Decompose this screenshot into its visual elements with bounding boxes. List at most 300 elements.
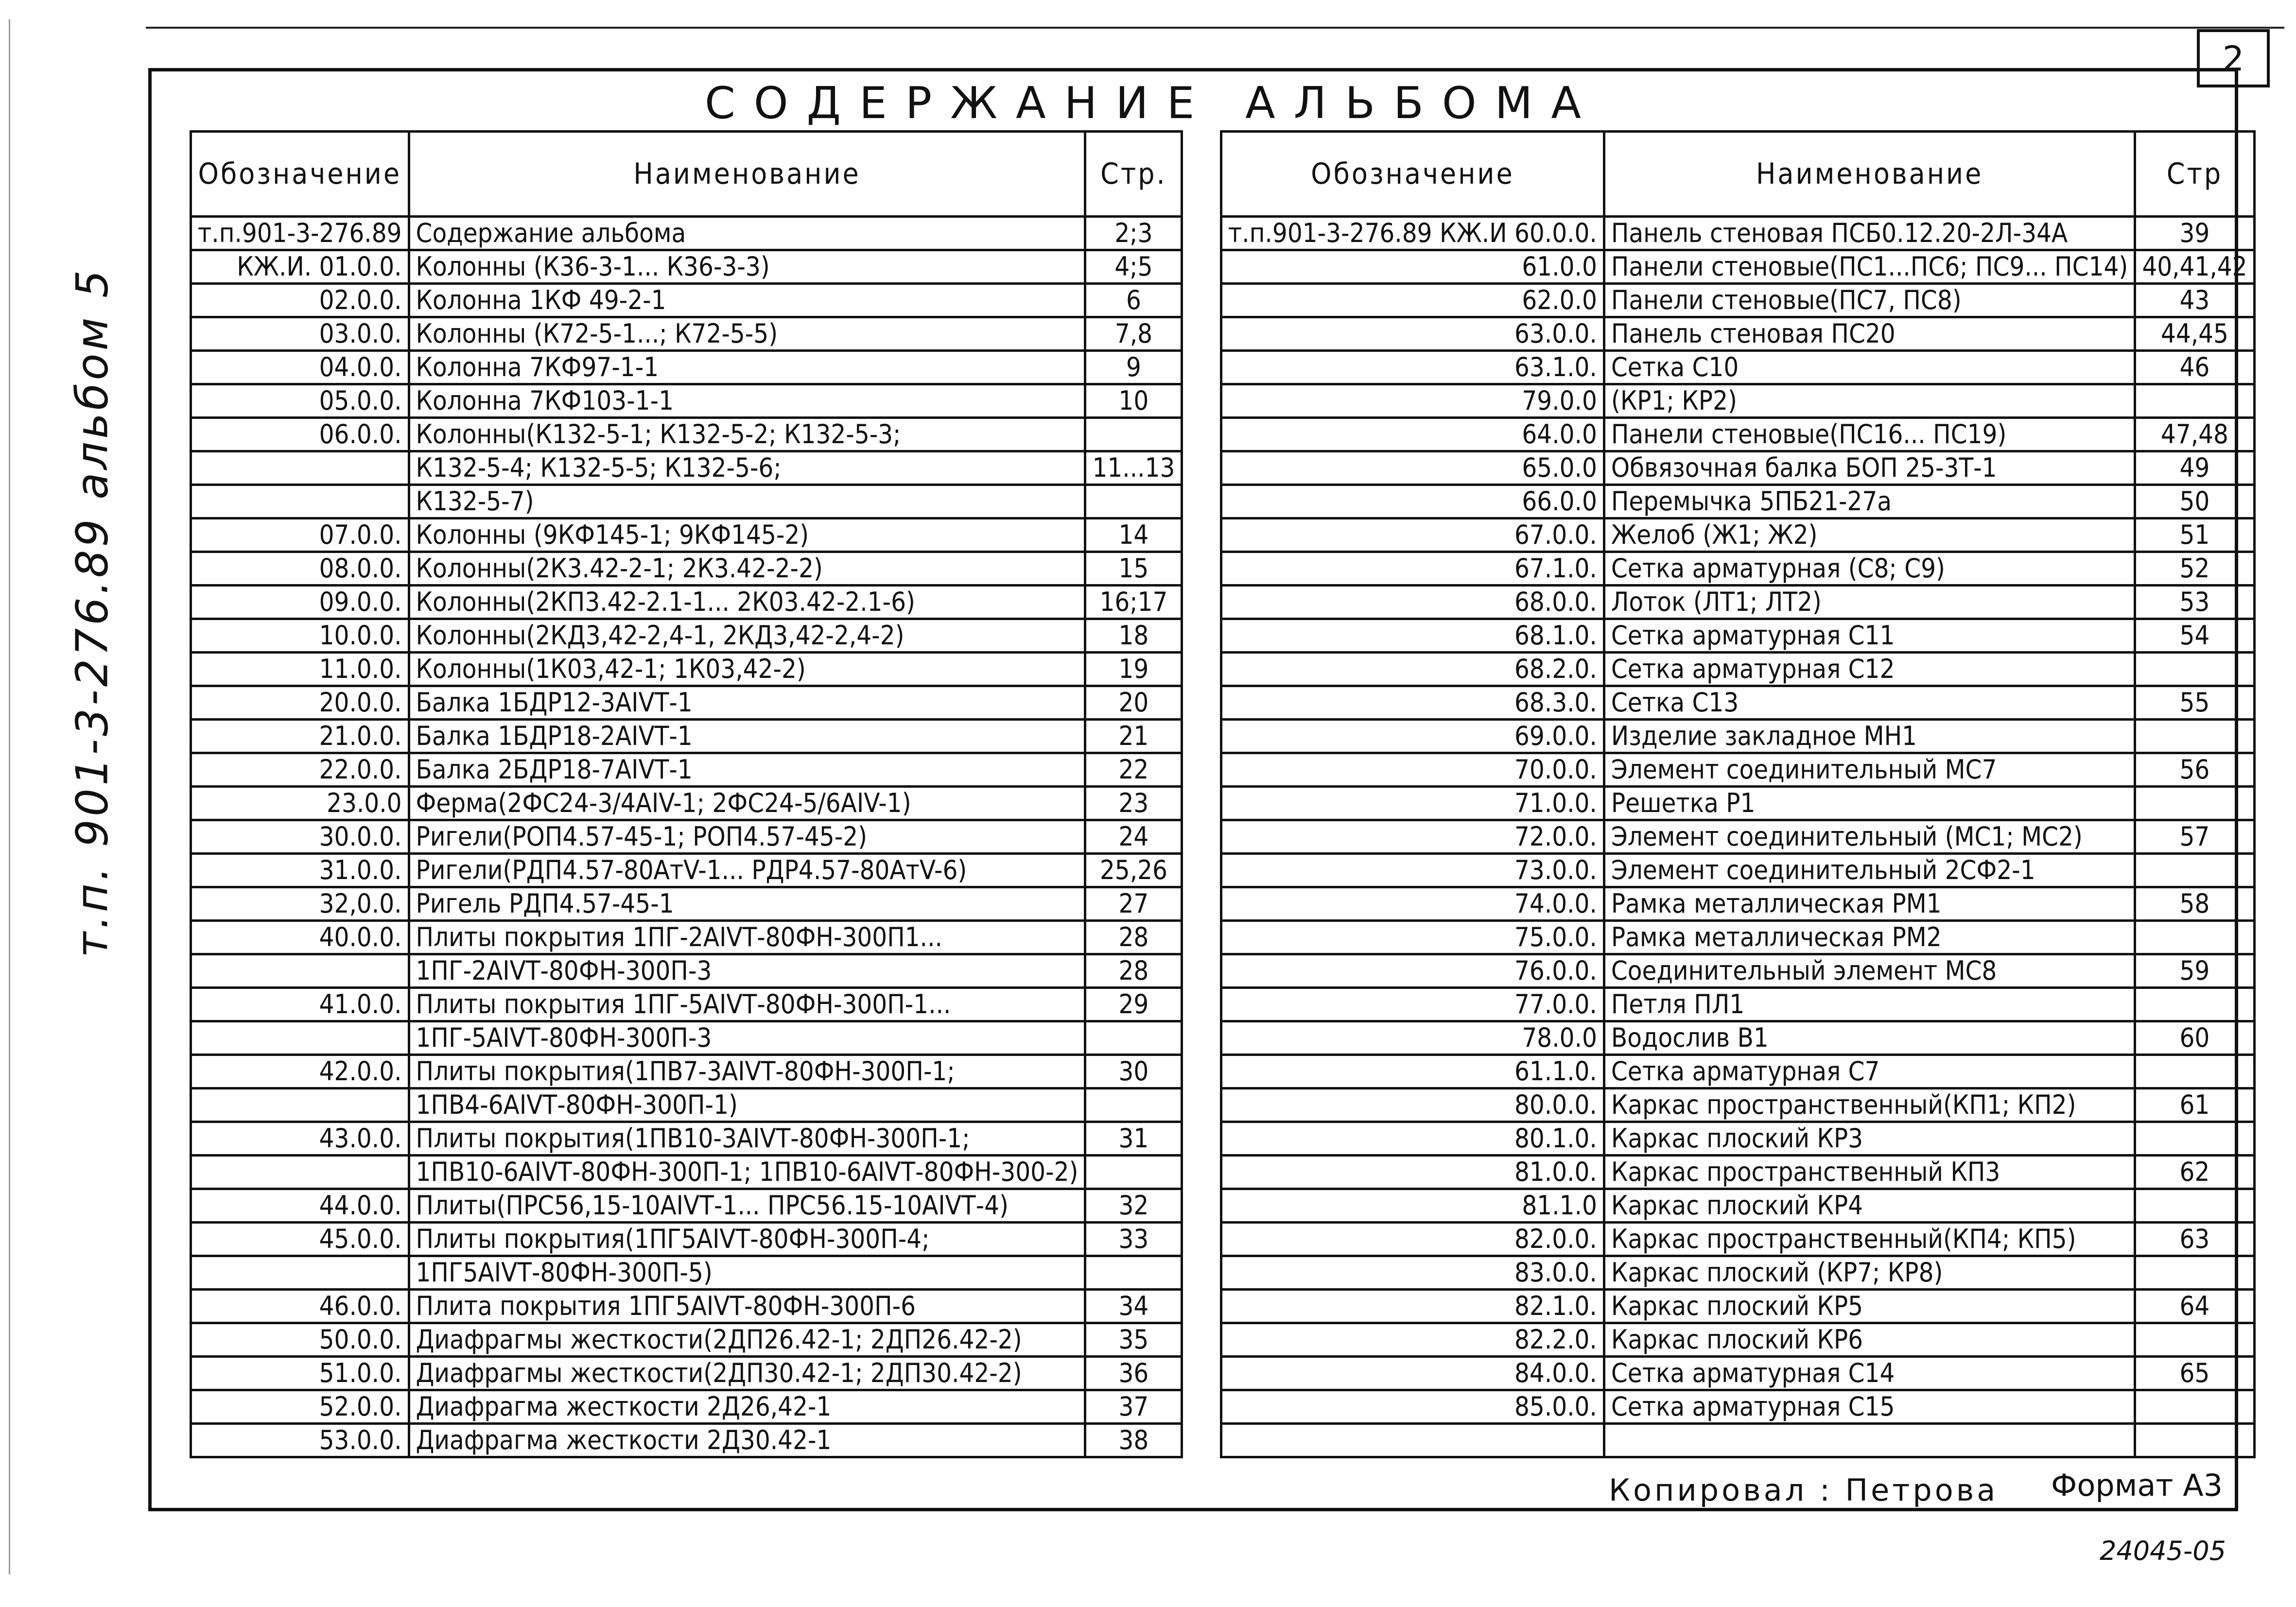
cell-page: 38 — [1085, 1424, 1182, 1457]
cell-page: 61 — [2135, 1089, 2254, 1122]
cell-name: Ригели(РОП4.57-45-1; РОП4.57-45-2) — [409, 820, 1085, 854]
header-name: Наименование — [1604, 132, 2135, 217]
table-row — [191, 418, 1182, 451]
cell-designation: 06.0.0. — [191, 418, 409, 451]
frame-top-line — [146, 27, 2284, 29]
cell-page — [2135, 1256, 2254, 1290]
cell-designation: 67.1.0. — [1221, 552, 1604, 586]
table-row — [1221, 1122, 2255, 1156]
cell-designation: 71.0.0. — [1221, 787, 1604, 820]
cell-name: Сетка арматурная С15 — [1604, 1390, 2135, 1424]
table-row — [1221, 887, 2255, 921]
cell-designation: 70.0.0. — [1221, 753, 1604, 787]
cell-page: 39 — [2135, 217, 2254, 250]
cell-page: 51 — [2135, 518, 2254, 552]
cell-name: Колонна 7КФ97-1-1 — [409, 351, 1085, 384]
cell-name: Плиты покрытия(1ПВ10-3АIVТ-80ФН-300П-1; — [409, 1122, 1085, 1156]
header-page: Стр — [2135, 132, 2254, 217]
archive-code: 24045-05 — [2100, 1536, 2226, 1566]
cell-page: 4;5 — [1085, 250, 1182, 284]
cell-page — [2135, 988, 2254, 1021]
cell-page — [2135, 787, 2254, 820]
cell-page: 62 — [2135, 1156, 2254, 1189]
cell-name: Панель стеновая ПС20 — [1604, 317, 2135, 351]
cell-name: Лоток (ЛТ1; ЛТ2) — [1604, 586, 2135, 619]
cell-designation: 81.1.0 — [1221, 1189, 1604, 1223]
table-row — [191, 217, 1182, 250]
cell-name: (КР1; КР2) — [1604, 384, 2135, 418]
cell-name: Колонны(К132-5-1; К132-5-2; К132-5-3; — [409, 418, 1085, 451]
cell-page: 36 — [1085, 1357, 1182, 1390]
cell-designation: 66.0.0 — [1221, 485, 1604, 518]
cell-name: Перемычка 5ПБ21-27а — [1604, 485, 2135, 518]
cell-designation — [1221, 1424, 1604, 1457]
table-row — [191, 250, 1182, 284]
cell-page: 34 — [1085, 1290, 1182, 1323]
cell-designation: 50.0.0. — [191, 1323, 409, 1357]
table-row — [1221, 1223, 2255, 1256]
cell-name: Колонна 7КФ103-1-1 — [409, 384, 1085, 418]
cell-name: Каркас плоский КР4 — [1604, 1189, 2135, 1223]
cell-name: Диафрагма жесткости 2Д26,42-1 — [409, 1390, 1085, 1424]
cell-page — [1085, 1256, 1182, 1290]
cell-page — [1085, 1089, 1182, 1122]
table-row — [1221, 1357, 2255, 1390]
cell-name: Плиты(ПРС56,15-10АIVТ-1... ПРС56.15-10АIVТ-4) — [409, 1189, 1085, 1223]
cell-name: К132-5-7) — [409, 485, 1085, 518]
cell-designation: 63.0.0. — [1221, 317, 1604, 351]
header-name: Наименование — [409, 132, 1085, 217]
cell-designation — [191, 1021, 409, 1055]
table-row — [191, 619, 1182, 653]
cell-name: Каркас плоский КР6 — [1604, 1323, 2135, 1357]
table-row — [1221, 418, 2255, 451]
cell-page: 27 — [1085, 887, 1182, 921]
cell-designation: 80.0.0. — [1221, 1089, 1604, 1122]
cell-name: 1ПГ-5АIVТ-80ФН-300П-3 — [409, 1021, 1085, 1055]
cell-page: 56 — [2135, 753, 2254, 787]
right-contents-table — [1220, 130, 2256, 1458]
cell-name: Элемент соединительный (МС1; МС2) — [1604, 820, 2135, 854]
cell-page: 49 — [2135, 451, 2254, 485]
cell-designation: 84.0.0. — [1221, 1357, 1604, 1390]
cell-page: 19 — [1085, 653, 1182, 686]
cell-designation: 68.0.0. — [1221, 586, 1604, 619]
cell-page: 24 — [1085, 820, 1182, 854]
table-row — [1221, 451, 2255, 485]
cell-page: 55 — [2135, 686, 2254, 720]
table-row — [1221, 351, 2255, 384]
cell-designation: 68.1.0. — [1221, 619, 1604, 653]
cell-designation: 03.0.0. — [191, 317, 409, 351]
cell-name: Диафрагма жесткости 2Д30.42-1 — [409, 1424, 1085, 1457]
cell-name: Решетка Р1 — [1604, 787, 2135, 820]
table-row — [1221, 250, 2255, 284]
table-row — [1221, 317, 2255, 351]
cell-page: 29 — [1085, 988, 1182, 1021]
table-row — [191, 518, 1182, 552]
cell-page: 50 — [2135, 485, 2254, 518]
cell-page: 11...13 — [1085, 451, 1182, 485]
cell-page: 60 — [2135, 1021, 2254, 1055]
cell-designation: 73.0.0. — [1221, 854, 1604, 887]
table-row — [191, 1089, 1182, 1122]
cell-page: 53 — [2135, 586, 2254, 619]
cell-name: Соединительный элемент МС8 — [1604, 954, 2135, 988]
cell-designation: 82.1.0. — [1221, 1290, 1604, 1323]
cell-page — [2135, 1122, 2254, 1156]
cell-name: Колонны(1К03,42-1; 1К03,42-2) — [409, 653, 1085, 686]
cell-name: 1ПГ5АIVТ-80ФН-300П-5) — [409, 1256, 1085, 1290]
cell-page — [2135, 1390, 2254, 1424]
cell-name: Плита покрытия 1ПГ5АIVТ-80ФН-300П-6 — [409, 1290, 1085, 1323]
cell-designation: 82.0.0. — [1221, 1223, 1604, 1256]
table-header-row — [1221, 132, 2255, 217]
cell-page — [2135, 1424, 2254, 1457]
cell-name: Диафрагмы жесткости(2ДП30.42-1; 2ДП30.42-2) — [409, 1357, 1085, 1390]
table-row — [1221, 820, 2255, 854]
cell-page: 7,8 — [1085, 317, 1182, 351]
table-row — [191, 317, 1182, 351]
header-designation: Обозначение — [1221, 132, 1604, 217]
cell-designation: 79.0.0 — [1221, 384, 1604, 418]
cell-page: 21 — [1085, 720, 1182, 753]
cell-page: 46 — [2135, 351, 2254, 384]
cell-page: 59 — [2135, 954, 2254, 988]
cell-page: 23 — [1085, 787, 1182, 820]
cell-page: 28 — [1085, 921, 1182, 954]
cell-designation: 07.0.0. — [191, 518, 409, 552]
cell-name: Водослив В1 — [1604, 1021, 2135, 1055]
cell-page — [2135, 384, 2254, 418]
table-row — [1221, 921, 2255, 954]
cell-designation: 83.0.0. — [1221, 1256, 1604, 1290]
cell-page: 25,26 — [1085, 854, 1182, 887]
cell-page: 14 — [1085, 518, 1182, 552]
cell-designation: 81.0.0. — [1221, 1156, 1604, 1189]
cell-designation: 08.0.0. — [191, 552, 409, 586]
table-row — [1221, 485, 2255, 518]
cell-designation: 51.0.0. — [191, 1357, 409, 1390]
cell-name: Колонна 1КФ 49-2-1 — [409, 284, 1085, 317]
cell-name: Каркас пространственный(КП1; КП2) — [1604, 1089, 2135, 1122]
cell-designation: 68.2.0. — [1221, 653, 1604, 686]
cell-page — [2135, 1189, 2254, 1223]
cell-designation: 52.0.0. — [191, 1390, 409, 1424]
cell-designation: 43.0.0. — [191, 1122, 409, 1156]
cell-designation — [191, 1089, 409, 1122]
cell-designation — [191, 1156, 409, 1189]
table-row — [1221, 1256, 2255, 1290]
table-header-row — [191, 132, 1182, 217]
cell-name: Сетка арматурная (С8; С9) — [1604, 552, 2135, 586]
cell-name: Панели стеновые(ПС7, ПС8) — [1604, 284, 2135, 317]
cell-name: 1ПГ-2АIVТ-80ФН-300П-3 — [409, 954, 1085, 988]
table-row — [191, 586, 1182, 619]
cell-designation: 21.0.0. — [191, 720, 409, 753]
cell-page — [1085, 418, 1182, 451]
cell-designation: 05.0.0. — [191, 384, 409, 418]
cell-name: Панели стеновые(ПС1...ПС6; ПС9... ПС14) — [1604, 250, 2135, 284]
cell-designation: 31.0.0. — [191, 854, 409, 887]
cell-name: Сетка арматурная С14 — [1604, 1357, 2135, 1390]
table-row — [1221, 954, 2255, 988]
cell-name: Рамка металлическая РМ1 — [1604, 887, 2135, 921]
sheet-number: 2 — [2197, 29, 2270, 87]
table-row — [191, 1223, 1182, 1256]
cell-name: Каркас плоский КР5 — [1604, 1290, 2135, 1323]
table-row — [191, 384, 1182, 418]
cell-page — [2135, 854, 2254, 887]
table-row — [191, 1323, 1182, 1357]
table-row — [191, 921, 1182, 954]
cell-page: 54 — [2135, 619, 2254, 653]
table-row — [191, 954, 1182, 988]
table-row — [191, 1424, 1182, 1457]
cell-name: Колонны (9КФ145-1; 9КФ145-2) — [409, 518, 1085, 552]
cell-designation — [191, 485, 409, 518]
cell-page: 22 — [1085, 753, 1182, 787]
cell-page — [2135, 1323, 2254, 1357]
cell-name: Каркас пространственный(КП4; КП5) — [1604, 1223, 2135, 1256]
cell-designation: 22.0.0. — [191, 753, 409, 787]
cell-name: Колонны(2КП3.42-2.1-1... 2К03.42-2.1-6) — [409, 586, 1085, 619]
cell-designation — [191, 954, 409, 988]
cell-page: 30 — [1085, 1055, 1182, 1089]
cell-page: 9 — [1085, 351, 1182, 384]
cell-designation: 72.0.0. — [1221, 820, 1604, 854]
cell-page: 40,41,42 — [2135, 250, 2254, 284]
cell-name: Диафрагмы жесткости(2ДП26.42-1; 2ДП26.42-2) — [409, 1323, 1085, 1357]
cell-designation: 82.2.0. — [1221, 1323, 1604, 1357]
cell-designation: 76.0.0. — [1221, 954, 1604, 988]
page-title: СОДЕРЖАНИЕ АЛЬБОМА — [705, 78, 1600, 129]
cell-designation: 10.0.0. — [191, 619, 409, 653]
cell-designation: КЖ.И. 01.0.0. — [191, 250, 409, 284]
cell-name: Ригели(РДП4.57-80АтV-1... РДР4.57-80АтV-6) — [409, 854, 1085, 887]
table-row — [1221, 1290, 2255, 1323]
table-row — [1221, 1323, 2255, 1357]
cell-page: 28 — [1085, 954, 1182, 988]
table-row — [191, 1055, 1182, 1089]
cell-name: Плиты покрытия(1ПВ7-3АIVТ-80ФН-300П-1; — [409, 1055, 1085, 1089]
side-label: т.п. 901-3-276.89 альбом 5 — [67, 267, 118, 958]
cell-designation: 44.0.0. — [191, 1189, 409, 1223]
cell-designation: 64.0.0 — [1221, 418, 1604, 451]
table-row — [1221, 1156, 2255, 1189]
cell-designation: т.п.901-3-276.89 КЖ.И 60.0.0. — [1221, 217, 1604, 250]
cell-designation: 62.0.0 — [1221, 284, 1604, 317]
table-row — [191, 284, 1182, 317]
table-row — [191, 887, 1182, 921]
table-row — [191, 351, 1182, 384]
cell-page: 58 — [2135, 887, 2254, 921]
cell-designation: 45.0.0. — [191, 1223, 409, 1256]
cell-name: К132-5-4; К132-5-5; К132-5-6; — [409, 451, 1085, 485]
table-row — [191, 854, 1182, 887]
cell-designation: 77.0.0. — [1221, 988, 1604, 1021]
cell-designation: 61.1.0. — [1221, 1055, 1604, 1089]
table-row — [1221, 1189, 2255, 1223]
cell-name: Каркас плоский (КР7; КР8) — [1604, 1256, 2135, 1290]
cell-name: Сетка арматурная С12 — [1604, 653, 2135, 686]
header-page: Стр. — [1085, 132, 1182, 217]
table-row — [1221, 1089, 2255, 1122]
cell-name: Каркас плоский КР3 — [1604, 1122, 2135, 1156]
cell-designation: 69.0.0. — [1221, 720, 1604, 753]
cell-page — [2135, 921, 2254, 954]
cell-designation: 61.0.0 — [1221, 250, 1604, 284]
table-row — [1221, 1055, 2255, 1089]
cell-designation: 42.0.0. — [191, 1055, 409, 1089]
cell-name: Колонны(2КД3,42-2,4-1, 2КД3,42-2,4-2) — [409, 619, 1085, 653]
cell-name: Колонны(2К3.42-2-1; 2К3.42-2-2) — [409, 552, 1085, 586]
table-row — [191, 1357, 1182, 1390]
table-row — [1221, 552, 2255, 586]
cell-page: 6 — [1085, 284, 1182, 317]
table-row — [191, 720, 1182, 753]
cell-designation: 85.0.0. — [1221, 1390, 1604, 1424]
cell-page: 2;3 — [1085, 217, 1182, 250]
table-row — [1221, 619, 2255, 653]
cell-name: Рамка металлическая РМ2 — [1604, 921, 2135, 954]
cell-page: 31 — [1085, 1122, 1182, 1156]
cell-page: 20 — [1085, 686, 1182, 720]
cell-page: 15 — [1085, 552, 1182, 586]
cell-designation: 02.0.0. — [191, 284, 409, 317]
table-row — [191, 1122, 1182, 1156]
cell-name: Балка 1БДР18-2АIVТ-1 — [409, 720, 1085, 753]
cell-name: Обвязочная балка БОП 25-3Т-1 — [1604, 451, 2135, 485]
cell-designation — [191, 1256, 409, 1290]
cell-page: 43 — [2135, 284, 2254, 317]
cell-designation: 65.0.0 — [1221, 451, 1604, 485]
table-row — [1221, 653, 2255, 686]
cell-name: Панели стеновые(ПС16... ПС19) — [1604, 418, 2135, 451]
cell-page: 35 — [1085, 1323, 1182, 1357]
cell-page: 10 — [1085, 384, 1182, 418]
cell-designation: 78.0.0 — [1221, 1021, 1604, 1055]
cell-page: 33 — [1085, 1223, 1182, 1256]
table-row — [1221, 586, 2255, 619]
cell-name: 1ПВ4-6АIVТ-80ФН-300П-1) — [409, 1089, 1085, 1122]
table-row — [1221, 284, 2255, 317]
table-row — [191, 820, 1182, 854]
table-row — [1221, 753, 2255, 787]
table-row — [191, 1290, 1182, 1323]
table-row — [1221, 384, 2255, 418]
cell-page: 47,48 — [2135, 418, 2254, 451]
cell-name: 1ПВ10-6АIVТ-80ФН-300П-1; 1ПВ10-6АIVТ-80ФН-300-2) — [409, 1156, 1085, 1189]
cell-page: 52 — [2135, 552, 2254, 586]
cell-designation: 23.0.0 — [191, 787, 409, 820]
table-row — [191, 1189, 1182, 1223]
table-row — [191, 787, 1182, 820]
cell-name: Колонны (К72-5-1...; К72-5-5) — [409, 317, 1085, 351]
table-row — [1221, 988, 2255, 1021]
cell-page: 44,45 — [2135, 317, 2254, 351]
table-row — [1221, 720, 2255, 753]
cell-page: 18 — [1085, 619, 1182, 653]
cell-name: Сетка С10 — [1604, 351, 2135, 384]
cell-name: Петля ПЛ1 — [1604, 988, 2135, 1021]
table-row — [1221, 1424, 2255, 1457]
header-designation: Обозначение — [191, 132, 409, 217]
table-row — [191, 1256, 1182, 1290]
cell-name: Панель стеновая ПСБ0.12.20-2Л-34А — [1604, 217, 2135, 250]
cell-designation: 41.0.0. — [191, 988, 409, 1021]
cell-designation: т.п.901-3-276.89 — [191, 217, 409, 250]
cell-page: 57 — [2135, 820, 2254, 854]
cell-name: Ригель РДП4.57-45-1 — [409, 887, 1085, 921]
table-row — [191, 451, 1182, 485]
cell-designation: 67.0.0. — [1221, 518, 1604, 552]
table-row — [191, 552, 1182, 586]
cell-page — [1085, 1156, 1182, 1189]
table-row — [191, 653, 1182, 686]
cell-page: 37 — [1085, 1390, 1182, 1424]
cell-name: Изделие закладное МН1 — [1604, 720, 2135, 753]
cell-designation: 53.0.0. — [191, 1424, 409, 1457]
cell-name: Плиты покрытия 1ПГ-5АIVТ-80ФН-300П-1... — [409, 988, 1085, 1021]
table-row — [1221, 518, 2255, 552]
cell-page: 32 — [1085, 1189, 1182, 1223]
cell-designation: 63.1.0. — [1221, 351, 1604, 384]
cell-name: Элемент соединительный 2СФ2-1 — [1604, 854, 2135, 887]
table-row — [1221, 217, 2255, 250]
cell-designation: 09.0.0. — [191, 586, 409, 619]
cell-designation: 20.0.0. — [191, 686, 409, 720]
table-row — [191, 753, 1182, 787]
table-row — [191, 988, 1182, 1021]
cell-page: 65 — [2135, 1357, 2254, 1390]
cell-designation: 30.0.0. — [191, 820, 409, 854]
cell-designation: 04.0.0. — [191, 351, 409, 384]
table-row — [1221, 854, 2255, 887]
cell-name: Балка 2БДР18-7АIVТ-1 — [409, 753, 1085, 787]
sheet-format: Формат А3 — [2051, 1468, 2223, 1503]
cell-page — [2135, 653, 2254, 686]
cell-page — [2135, 1055, 2254, 1089]
cell-name: Элемент соединительный МС7 — [1604, 753, 2135, 787]
cell-page: 63 — [2135, 1223, 2254, 1256]
left-contents-table — [190, 130, 1183, 1458]
table-row — [191, 485, 1182, 518]
cell-page: 16;17 — [1085, 586, 1182, 619]
cell-page — [2135, 720, 2254, 753]
cell-name: Сетка арматурная С7 — [1604, 1055, 2135, 1089]
cell-designation: 68.3.0. — [1221, 686, 1604, 720]
cell-designation: 40.0.0. — [191, 921, 409, 954]
table-row — [191, 686, 1182, 720]
table-row — [1221, 1390, 2255, 1424]
cell-designation: 11.0.0. — [191, 653, 409, 686]
cell-name: Сетка С13 — [1604, 686, 2135, 720]
cell-designation — [191, 451, 409, 485]
cell-name: Плиты покрытия 1ПГ-2АIVТ-80ФН-300П1... — [409, 921, 1085, 954]
cell-designation: 46.0.0. — [191, 1290, 409, 1323]
cell-name: Содержание альбома — [409, 217, 1085, 250]
table-row — [191, 1390, 1182, 1424]
cell-name: Колонны (К36-3-1... К36-3-3) — [409, 250, 1085, 284]
cell-page — [1085, 1021, 1182, 1055]
copied-by: Копировал : Петрова — [1609, 1472, 1999, 1508]
table-row — [191, 1021, 1182, 1055]
cell-designation: 75.0.0. — [1221, 921, 1604, 954]
cell-name: Каркас пространственный КП3 — [1604, 1156, 2135, 1189]
cell-name — [1604, 1424, 2135, 1457]
cell-page: 64 — [2135, 1290, 2254, 1323]
